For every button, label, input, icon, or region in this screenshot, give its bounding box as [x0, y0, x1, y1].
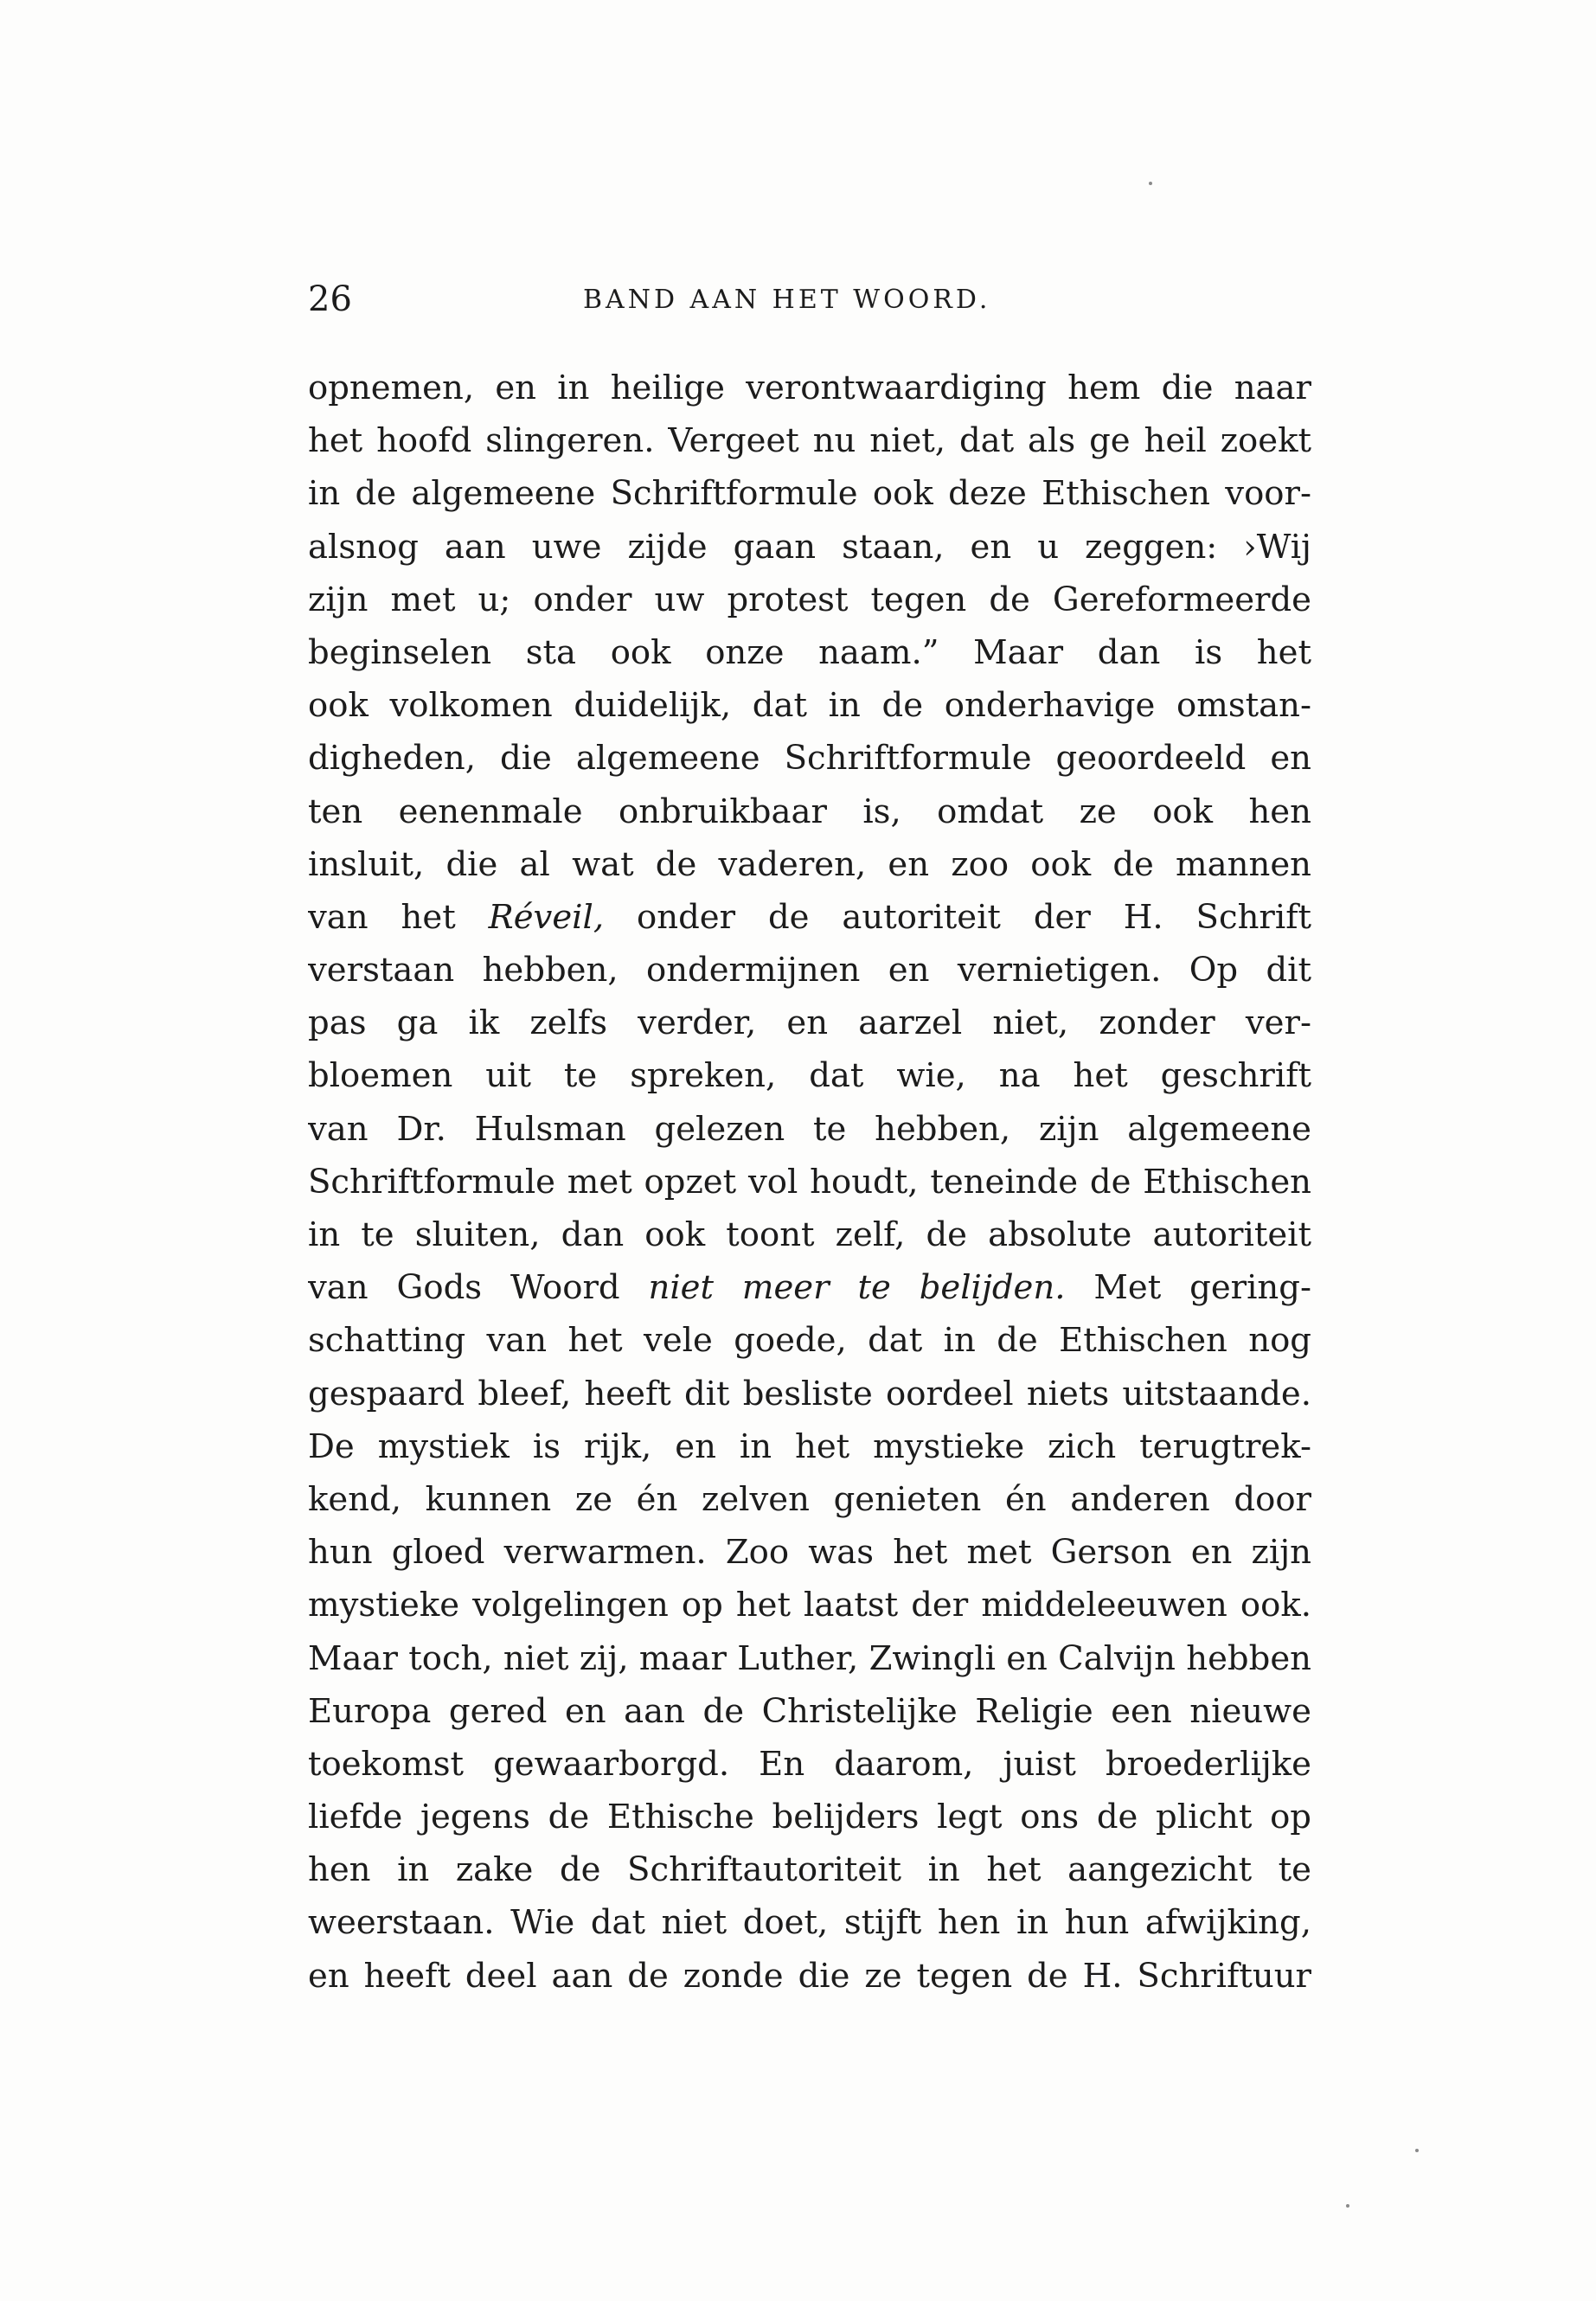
text-line: toekomst gewaarborgd. En daarom, juist broederlijke [308, 1744, 1311, 1784]
italic-term: Réveil, [488, 897, 605, 937]
text-line: beginselen sta ook onze naam.” Maar dan is het [308, 632, 1311, 672]
text-line: in te sluiten, dan ook toont zelf, de absolute autoriteit [308, 1215, 1311, 1254]
paper-speck [1149, 182, 1152, 185]
text-line: De mystiek is rijk, en in het mystieke zich terugtrek- [308, 1426, 1311, 1466]
text-line: zijn met u; onder uw protest tegen de Gereformeerde [308, 580, 1311, 619]
text-line: verstaan hebben, ondermijnen en vernietigen. Op dit [308, 951, 1311, 990]
running-head [308, 273, 1311, 325]
paper-speck [1346, 2204, 1349, 2208]
text-line: hun gloed verwarmen. Zoo was het met Gerson en zijn [308, 1533, 1311, 1573]
text-line: gespaard bleef, heeft dit besliste oordeel niets uitstaande. [308, 1374, 1311, 1413]
text-line: in de algemeene Schriftformule ook deze Ethischen voor- [308, 474, 1311, 514]
text-line: ook volkomen duidelijk, dat in de onderhavige omstan- [308, 686, 1311, 726]
text-line: schatting van het vele goede, dat in de Ethischen nog [308, 1321, 1311, 1361]
text-line: weerstaan. Wie dat niet doet, stijft hen in hun afwijking, [308, 1903, 1311, 1943]
text-line: kend, kunnen ze én zelven genieten én anderen door [308, 1479, 1311, 1519]
italic-emphasis: niet meer te belijden. [648, 1268, 1066, 1308]
running-title: BAND AAN HET WOORD. [583, 285, 991, 315]
text-line: van Gods Woord niet meer te belijden. Met gering- [308, 1268, 1311, 1308]
text-line: alsnog aan uwe zijde gaan staan, en u zeggen: ›Wij [308, 527, 1311, 567]
text-line: opnemen, en in heilige verontwaardiging hem die naar [308, 369, 1311, 407]
paper-speck [1415, 2149, 1419, 2152]
page-number: 26 [308, 279, 352, 319]
text-line: het hoofd slingeren. Vergeet nu niet, dat als ge heil zoekt [308, 421, 1311, 461]
body-text [308, 362, 1311, 2003]
text-line: en heeft deel aan de zonde die ze tegen de H. Schriftuur [308, 1956, 1311, 1996]
text-line: insluit, die al wat de vaderen, en zoo ook de mannen [308, 844, 1311, 884]
text-line: Schriftformule met opzet vol houdt, teneinde de Ethischen [308, 1162, 1311, 1202]
text-line: Maar toch, niet zij, maar Luther, Zwingli en Calvijn hebben [308, 1638, 1311, 1678]
text-line: bloemen uit te spreken, dat wie, na het geschrift [308, 1056, 1311, 1096]
text-line: van Dr. Hulsman gelezen te hebben, zijn algemeene [308, 1109, 1311, 1149]
text-line: van het Réveil, onder de autoriteit der H. Schrift [308, 897, 1311, 937]
text-line: hen in zake de Schriftautoriteit in het aangezicht te [308, 1850, 1311, 1890]
text-line: Europa gered en aan de Christelijke Religie een nieuwe [308, 1691, 1311, 1731]
text-line: liefde jegens de Ethische belijders legt ons de plicht op [308, 1798, 1311, 1837]
text-line: pas ga ik zelfs verder, en aarzel niet, zonder ver- [308, 1003, 1311, 1043]
text-line: digheden, die algemeene Schriftformule geoordeeld en [308, 739, 1311, 779]
text-line: ten eenenmale onbruikbaar is, omdat ze ook hen [308, 792, 1311, 831]
text-line: mystieke volgelingen op het laatst der middeleeuwen ook. [308, 1586, 1311, 1625]
